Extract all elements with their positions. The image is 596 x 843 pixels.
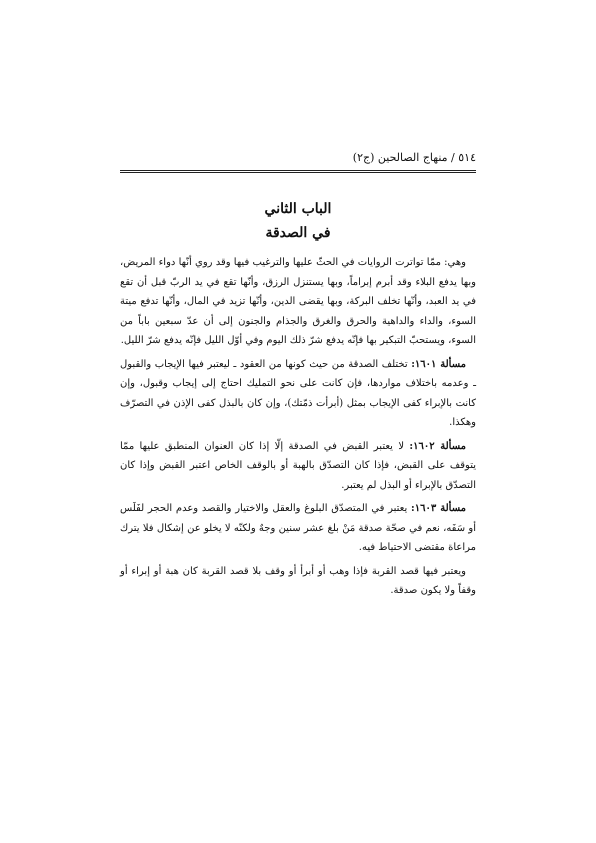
running-header (120, 150, 476, 171)
issue-label: مسألة ١٦٠٣: (411, 503, 466, 514)
body-text (120, 253, 476, 601)
intro-paragraph: وهي: ممّا تواترت الروايات في الحثّ عليها والترغيب فيها وقد روي أنّها دواء المريض، وبها يدفع البلاء وقد أبرم إبراماً، وبها يستنزل الرزق، وأنّها تقع في يد الربّ قبل أن تقع في يد العبد، وأنّها تخلف البركة، وبها يقضى الدين، وأنّها تزيد في المال، وأنّها تدفع ميتة السوء، والداء والداهية والحرق والغرق والجذام والجنون إلى أن عدّ سبعين باباً من السوء، ويستحبّ التبكير بها فإنّه يدفع شرّ ذلك اليوم وفي أوّل الليل فإنّه يدفع شرّ الليل. (120, 257, 476, 346)
issue-paragraph-1602 (120, 437, 476, 496)
issue-label: مسألة ١٦٠٢: (409, 440, 466, 452)
running-title: ٥١٤ / منهاج الصالحين (ج٢) (352, 151, 476, 164)
chapter-title: الباب الثاني (264, 201, 332, 217)
issue-text: يعتبر في المتصدّق البلوغ والعقل والاختيار والقصد وعدم الحجر لفَلَس أو سَفَه، نعم في صحّة صدقة مَنْ بلغ عشر سنين وجهٌ ولكنّه لا يخلو عن إشكال فلا يترك مراعاة مقتضى الاحتياط فيه. (120, 503, 476, 553)
issue-text: تختلف الصدقة من حيث كونها من العقود ـ ليعتبر فيها الإيجاب والقبول ـ وعدمه باختلاف مواردها، فإن كانت على نحو التمليك احتاج إلى إيجاب وقبول، وإن كانت بالإبراء كفى الإيجاب بمثل (أبرأت ذمّتك)، وإن كان بالبذل كفى الإذن في التصرّف وهكذا. (120, 358, 476, 428)
chapter-subtitle: في الصدقة (265, 225, 331, 241)
closing-paragraph: ويعتبر فيها قصد القربة فإذا وهب أو أبرأ أو وقف بلا قصد القربة كان هبة أو إبراء أو وقفاً ولا يكون صدقة. (120, 565, 476, 596)
issue-paragraph-1603 (120, 499, 476, 558)
document-page (120, 150, 476, 601)
issue-label: مسألة ١٦٠١: (411, 358, 466, 370)
issue-text: لا يعتبر القبض في الصدقة إلّا إذا كان العنوان المنطبق عليها ممّا يتوقف على القبض، فإذا كان التصدّق بالهبة أو بالوقف الخاص اعتبر القبض وإذا كان التصدّق بالإبراء أو البذل لم يعتبر. (120, 440, 476, 491)
issue-paragraph-1601 (120, 355, 476, 433)
